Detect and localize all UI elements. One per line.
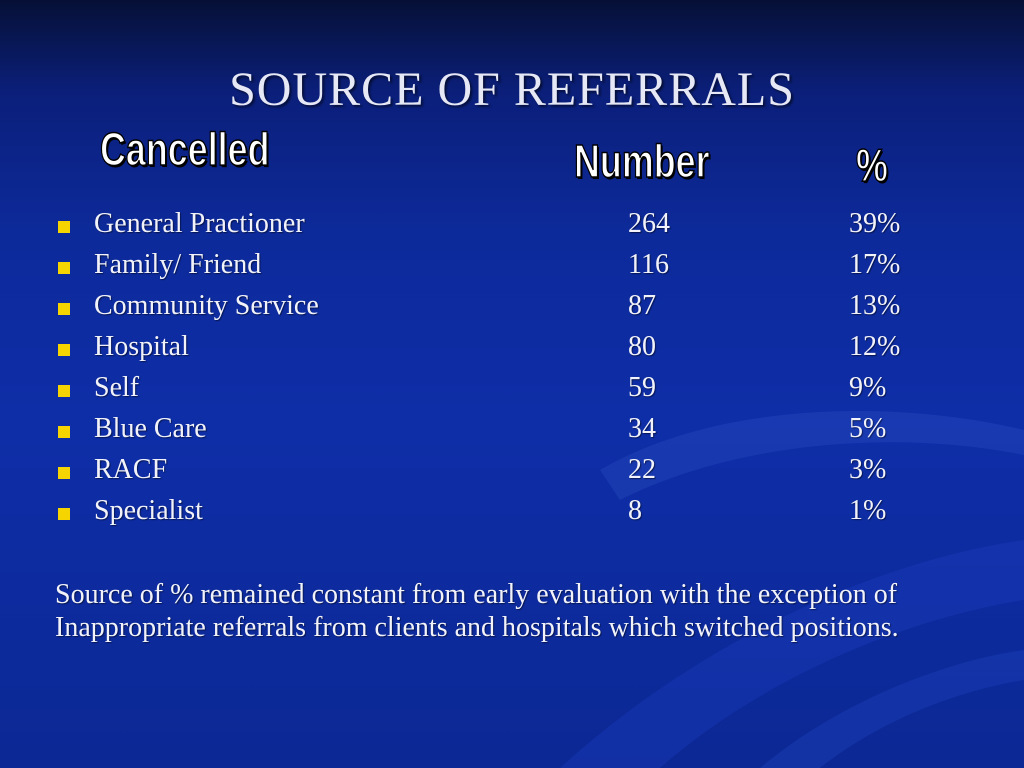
header-percent: % — [856, 139, 888, 191]
referral-percent: 39% — [849, 208, 901, 239]
referral-number: 34 — [628, 413, 656, 444]
referral-source-label: Blue Care — [94, 413, 207, 444]
referral-number: 116 — [628, 249, 669, 280]
referral-source-label: RACF — [94, 454, 168, 485]
referral-percent: 17% — [849, 249, 901, 280]
header-number: Number — [574, 135, 710, 187]
referral-percent: 9% — [849, 372, 887, 403]
page-title: SOURCE OF REFERRALS — [229, 63, 795, 116]
referral-number: 87 — [628, 290, 656, 321]
square-bullet-icon — [58, 221, 70, 233]
list-item — [0, 247, 1024, 288]
square-bullet-icon — [58, 303, 70, 315]
referral-percent: 1% — [849, 495, 887, 526]
referral-number: 8 — [628, 495, 642, 526]
referral-percent: 5% — [849, 413, 887, 444]
referral-percent: 12% — [849, 331, 901, 362]
referral-source-label: Community Service — [94, 290, 319, 321]
list-item — [0, 493, 1024, 534]
square-bullet-icon — [58, 344, 70, 356]
list-item — [0, 329, 1024, 370]
referral-source-label: Specialist — [94, 495, 203, 526]
list-item — [0, 411, 1024, 452]
list-item — [0, 288, 1024, 329]
referral-percent: 13% — [849, 290, 901, 321]
square-bullet-icon — [58, 385, 70, 397]
referral-source-label: General Practioner — [94, 208, 305, 239]
square-bullet-icon — [58, 467, 70, 479]
referral-list — [0, 206, 1024, 534]
referral-number: 264 — [628, 208, 670, 239]
header-cancelled: Cancelled — [100, 123, 270, 175]
square-bullet-icon — [58, 426, 70, 438]
square-bullet-icon — [58, 262, 70, 274]
referral-percent: 3% — [849, 454, 887, 485]
list-item — [0, 206, 1024, 247]
referral-source-label: Hospital — [94, 331, 189, 362]
list-item — [0, 452, 1024, 493]
referral-source-label: Family/ Friend — [94, 249, 262, 280]
list-item — [0, 370, 1024, 411]
referral-number: 59 — [628, 372, 656, 403]
referral-number: 80 — [628, 331, 656, 362]
square-bullet-icon — [58, 508, 70, 520]
referral-number: 22 — [628, 454, 656, 485]
footnote-text: Source of % remained constant from early evaluation with the exception of Inappropriate referrals from clients and hospitals which switched positions. — [55, 579, 899, 643]
referral-source-label: Self — [94, 372, 140, 403]
